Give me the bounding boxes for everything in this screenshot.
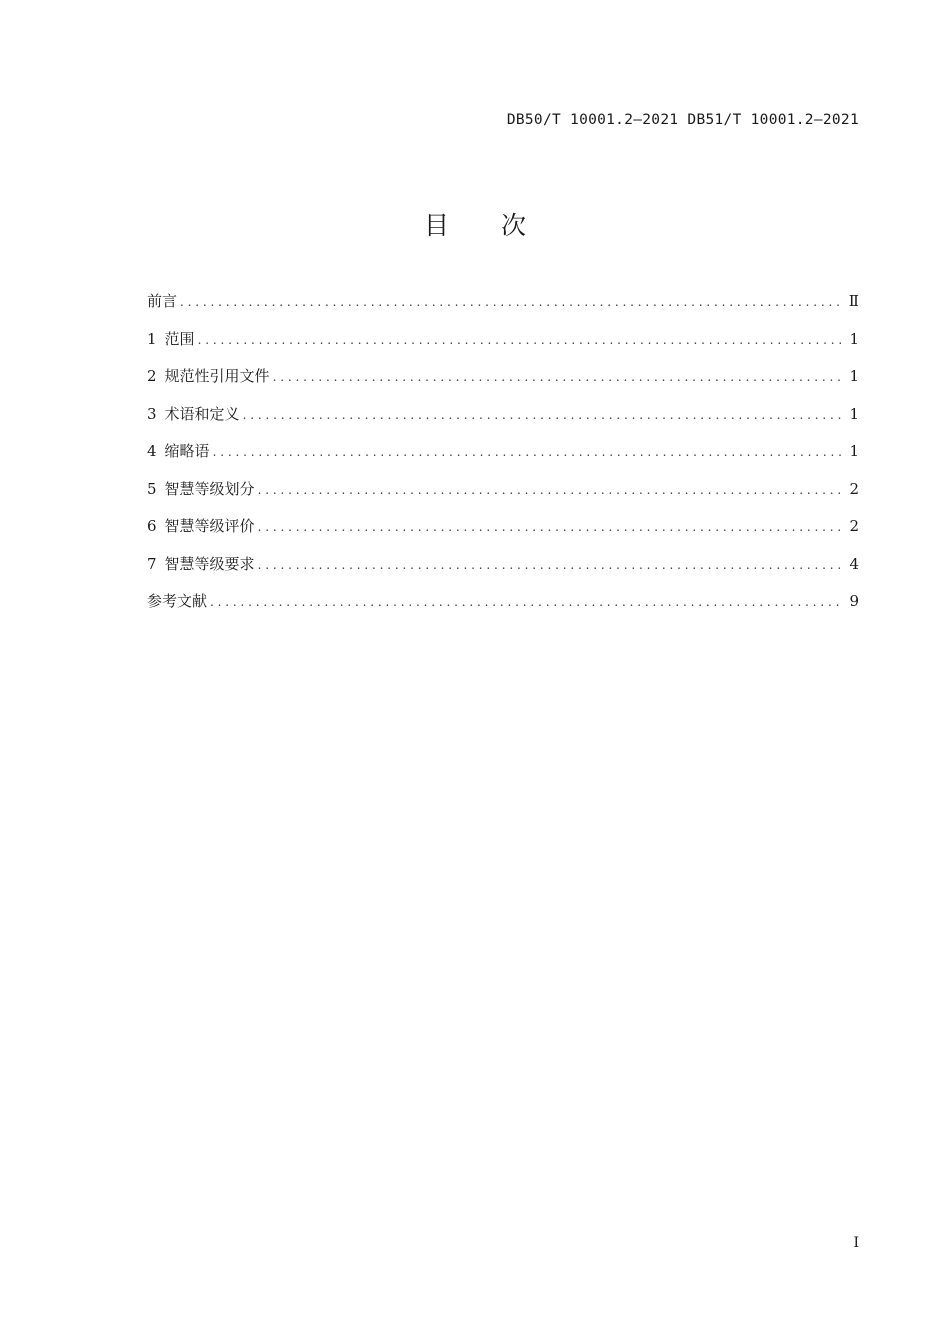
toc-entry-page: 4 [849,554,859,573]
toc-entry-label: 5 智慧等级划分 [147,479,255,498]
page-number: Ⅰ [853,1235,859,1251]
toc-entry-label: 1 范围 [147,329,195,348]
toc-entry-label: 前言 [147,292,178,310]
toc-entry-scope[interactable] [147,328,859,366]
standard-code: DB50/T 10001.2—2021 DB51/T 10001.2—2021 [506,112,859,128]
dot-leader [258,520,841,534]
toc-entry-terms-definitions[interactable] [147,403,859,441]
toc-entry-page: 1 [849,442,859,460]
toc-title: 目 次 [424,211,548,240]
toc-entry-label: 4 缩略语 [147,442,210,460]
toc-entry-label: 2 规范性引用文件 [147,367,270,385]
toc-entry-bibliography[interactable] [147,590,859,628]
toc-entry-page: 2 [849,479,859,498]
dot-leader [198,333,841,347]
dot-leader [210,595,841,609]
toc-entry-label: 参考文献 [147,592,208,610]
dot-leader [258,558,841,572]
toc-entry-page: Ⅱ [848,292,859,310]
toc-entry-page: 2 [849,517,859,535]
toc-entry-page: 9 [849,592,859,610]
toc-list [147,290,859,628]
toc-entry-page: 1 [849,367,859,385]
toc-entry-level-requirements[interactable] [147,553,859,591]
toc-entry-label: 3 术语和定义 [147,404,240,423]
toc-entry-normative-references[interactable] [147,365,859,403]
dot-leader [243,408,841,422]
toc-entry-level-classification[interactable] [147,478,859,516]
toc-entry-level-evaluation[interactable] [147,515,859,553]
toc-entry-foreword[interactable] [147,290,859,328]
toc-entry-label: 7 智慧等级要求 [147,554,255,573]
dot-leader [180,295,841,309]
toc-entry-page: 1 [849,329,859,348]
dot-leader [258,483,841,497]
toc-entry-page: 1 [849,404,859,423]
dot-leader [213,445,841,459]
toc-entry-abbreviations[interactable] [147,440,859,478]
toc-entry-label: 6 智慧等级评价 [147,517,255,535]
dot-leader [273,370,841,384]
